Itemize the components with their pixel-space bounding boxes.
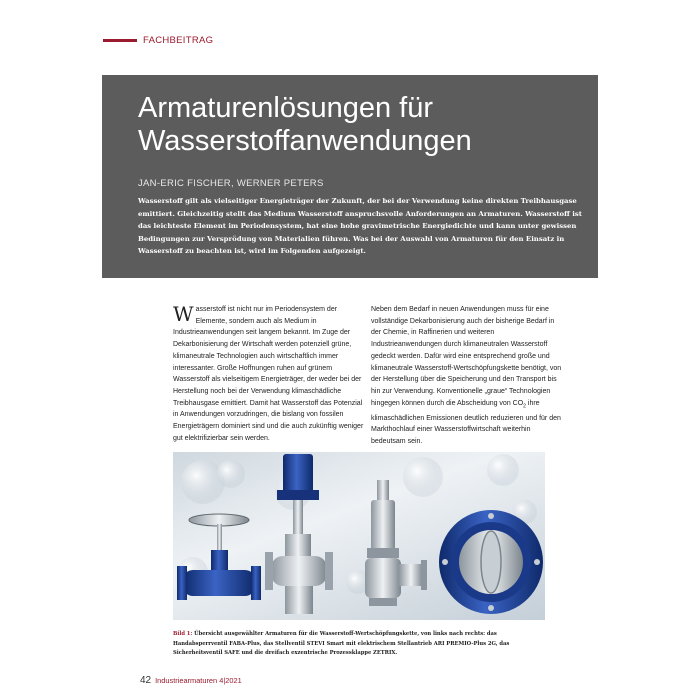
- safety-valve-safe: [365, 480, 427, 606]
- hand-shutoff-valve-faba-plus: [177, 514, 261, 600]
- drop-cap: W: [173, 302, 194, 326]
- article-header: [102, 75, 598, 278]
- section-tag: [103, 34, 213, 46]
- body-text-right-1: Neben dem Bedarf in neuen Anwendungen muss für eine vollständige Dekarbonisierung auch der bisherige Bedarf in der Chemie, in Raffinerien und weiteren Industrieanwendungen durch klimaneutralen Wasserstoff gedeckt werden. Dafür wird eine entsprechend große und klimaneutrale Wasserstoff-Wertschöpfungskette benötigt, von der Herstellung über die Speicherung und den Transport bis hin zur Verwendung. Konventionelle „graue“ Technologien hingegen können durch die Abscheidung von CO: [371, 306, 562, 407]
- co2-subscript: 2: [523, 403, 526, 410]
- figure-caption: [173, 630, 545, 659]
- valves-illustration: [173, 452, 545, 620]
- article-lead: Wasserstoff gilt als vielseitiger Energieträger der Zukunft, der bei der Verwendung keine direkten Treibhausgase emittiert. Gleichzeitig stellt das Medium Wasserstoff anspruchsvolle Anforderungen an Armaturen. Wasserstoff ist das leichteste Element im Periodensystem, hat eine hohe gravimetrische Energiedichte und kann unter gewissen Bedingungen zur Versprödung von Materialien führen. Was bei der Auswahl von Armaturen für den Einsatz in Wasserstoff zu beachten ist, wird im Folgenden aufgezeigt.: [138, 197, 582, 255]
- page-footer: [140, 675, 242, 686]
- butterfly-valve-zetrix: [439, 510, 543, 614]
- magazine-name: Industriearmaturen 4|2021: [155, 676, 242, 685]
- article-authors: JAN-ERIC FISCHER, WERNER PETERS: [138, 178, 324, 189]
- body-text-left: asserstoff ist nicht nur im Periodensystem der Elemente, sondern auch als Medium in Industrieanwendungen seit langem bekannt. Im Zuge der Dekarbonisierung der Wirtschaft werden potenziell grüne, klimaneutrale Technologien auch wirtschaftlich immer interessanter. Große Hoffnungen ruhen auf grünem Wasserstoff als vielseitigem Energieträger, der weder bei der Herstellung noch bei der Verwendung klimaschädliche Treibhausgase emittiert. Damit hat Wasserstoff das Potenzial in Anwendungen vorzudringen, die bislang von fossilen Energieträgern dominiert sind und die auch zukünftig weniger gut elektrifizierbar sein werden.: [173, 306, 364, 442]
- control-valve-stevi-smart: [265, 454, 333, 614]
- article-title: Armaturenlösungen für Wasserstoffanwendungen: [138, 92, 472, 157]
- caption-label: Bild 1:: [173, 631, 193, 637]
- page-number: 42: [140, 675, 152, 686]
- section-bar: [103, 39, 137, 42]
- body-column-right: [371, 304, 563, 448]
- section-label: FACHBEITRAG: [143, 34, 214, 46]
- body-column-left: [173, 304, 365, 444]
- valves-figure: [173, 452, 545, 620]
- caption-text: Übersicht ausgewählter Armaturen für die Wasserstoff-Wertschöpfungskette, von links nach rechts: das Handabsperrventil FABA-Plus, das Stellventil STEVI Smart mit elektrischem Stellantrieb ARI PREMIO-Plus 2G, das Sicherheitsventil SAFE und die dreifach exzentrische Prozessklappe ZETRIX.: [173, 631, 510, 657]
- body-text-right-2: ihre klimaschädlichen Emissionen deutlich reduzieren und für den Markthochlauf einer Wasserstoffwirtschaft weiterhin bedeutsam sein.: [371, 399, 561, 446]
